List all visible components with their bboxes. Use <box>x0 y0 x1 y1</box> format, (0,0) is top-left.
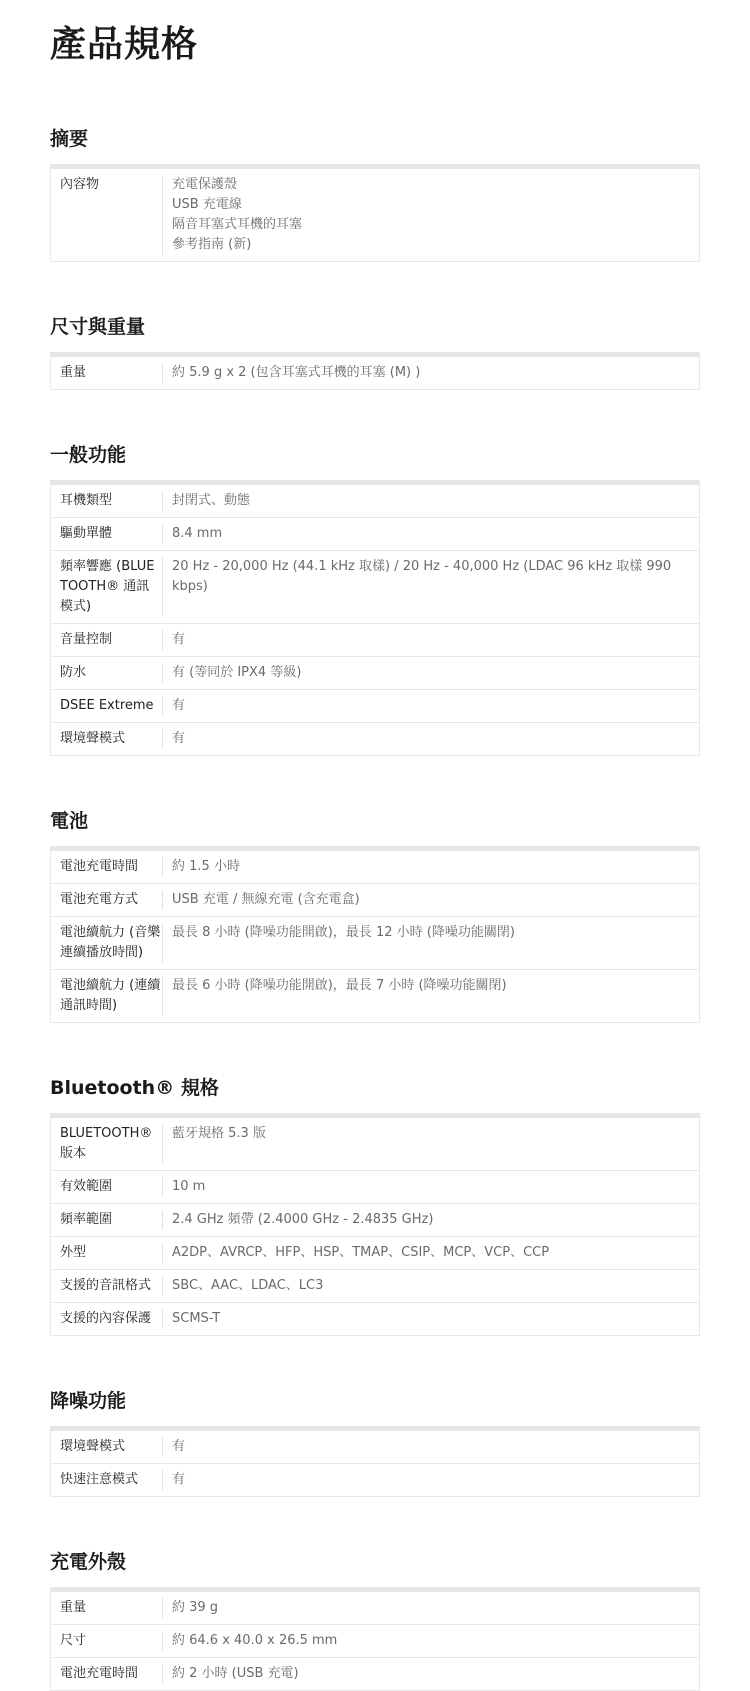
spec-value <box>163 1592 699 1624</box>
spec-value-line: 有 <box>172 698 186 713</box>
spec-row <box>50 518 700 551</box>
spec-row <box>50 884 700 917</box>
section-title: 電池 <box>50 810 89 832</box>
spec-value-line: 有 <box>172 632 186 647</box>
spec-value-line: USB 充電 / 無線充電 (含充電盒) <box>172 892 360 907</box>
spec-value-line: 約 39 g <box>172 1600 219 1615</box>
spec-row <box>50 1171 700 1204</box>
spec-value <box>163 1270 699 1302</box>
spec-row <box>50 1592 700 1625</box>
spec-row <box>50 1270 700 1303</box>
section-title: Bluetooth® 規格 <box>50 1077 219 1099</box>
spec-label: 尺寸 <box>60 1633 87 1648</box>
spec-value <box>163 551 699 623</box>
spec-value-line: 有 <box>172 1472 186 1487</box>
spec-value-line: 有 <box>172 1439 186 1454</box>
section-title: 一般功能 <box>50 444 127 466</box>
spec-value <box>163 624 699 656</box>
spec-value-line: 約 64.6 x 40.0 x 26.5 mm <box>172 1633 338 1648</box>
spec-value-line: 約 2 小時 (USB 充電) <box>172 1666 299 1681</box>
spec-label: 電池充電時間 <box>60 1666 139 1681</box>
spec-label: 支援的內容保護 <box>60 1311 152 1326</box>
spec-value <box>163 1464 699 1496</box>
spec-section <box>50 808 750 1023</box>
spec-value <box>163 169 699 261</box>
spec-label: 電池充電時間 <box>60 859 139 874</box>
spec-row <box>50 917 700 970</box>
spec-row <box>50 485 700 518</box>
spec-value-line: 最長 6 小時 (降噪功能開啟)，最長 7 小時 (降噪功能關閉) <box>172 978 507 993</box>
spec-value-line: 參考指南 (新) <box>172 237 252 252</box>
spec-value <box>163 485 699 517</box>
spec-value-line: USB 充電線 <box>172 197 242 212</box>
spec-value <box>163 657 699 689</box>
spec-label: 耳機類型 <box>60 493 113 508</box>
spec-value <box>163 1303 699 1335</box>
section-title: 尺寸與重量 <box>50 316 146 338</box>
spec-value <box>163 1204 699 1236</box>
spec-label: 快速注意模式 <box>60 1472 139 1487</box>
spec-label: DSEE Extreme <box>60 698 154 713</box>
spec-value-line: 最長 8 小時 (降噪功能開啟)，最長 12 小時 (降噪功能關閉) <box>172 925 515 940</box>
spec-section <box>50 442 750 756</box>
spec-value-line: SCMS-T <box>172 1311 221 1326</box>
spec-label: 有效範圍 <box>60 1179 113 1194</box>
spec-row <box>50 1464 700 1497</box>
spec-value <box>163 518 699 550</box>
spec-sections <box>50 126 750 1691</box>
spec-value-line: SBC、AAC、LDAC、LC3 <box>172 1278 324 1293</box>
spec-value <box>163 851 699 883</box>
spec-label: 環境聲模式 <box>60 731 126 746</box>
spec-value <box>163 884 699 916</box>
spec-table <box>50 1587 700 1691</box>
spec-value <box>163 723 699 755</box>
spec-value-line: 隔音耳塞式耳機的耳塞 <box>172 217 303 232</box>
spec-value-line: 10 m <box>172 1179 206 1194</box>
spec-label: 音量控制 <box>60 632 113 647</box>
spec-row <box>50 723 700 756</box>
spec-section <box>50 1075 750 1336</box>
spec-row <box>50 1303 700 1336</box>
spec-value <box>163 970 699 1022</box>
spec-row <box>50 551 700 624</box>
spec-value-line: 20 Hz - 20,000 Hz (44.1 kHz 取樣) / 20 Hz - 40,000 Hz (LDAC 96 kHz 取樣 990 kbps) <box>172 559 672 594</box>
spec-value-line: 有 <box>172 731 186 746</box>
section-title: 充電外殼 <box>50 1551 127 1573</box>
spec-value <box>163 1658 699 1690</box>
spec-table <box>50 1113 700 1336</box>
spec-table <box>50 352 700 390</box>
spec-value <box>163 1118 699 1170</box>
spec-label: 電池充電方式 <box>60 892 139 907</box>
spec-row <box>50 690 700 723</box>
spec-value-line: A2DP、AVRCP、HFP、HSP、TMAP、CSIP、MCP、VCP、CCP <box>172 1245 550 1260</box>
spec-label: 內容物 <box>60 177 100 192</box>
spec-label: 支援的音訊格式 <box>60 1278 152 1293</box>
spec-label: 頻率範圍 <box>60 1212 113 1227</box>
spec-row <box>50 1658 700 1691</box>
spec-table <box>50 1426 700 1497</box>
spec-value-line: 2.4 GHz 頻帶 (2.4000 GHz - 2.4835 GHz) <box>172 1212 434 1227</box>
spec-label: BLUETOOTH® 版本 <box>60 1126 153 1161</box>
spec-value <box>163 1237 699 1269</box>
spec-value-line: 8.4 mm <box>172 526 223 541</box>
spec-section <box>50 126 750 262</box>
spec-value <box>163 1625 699 1657</box>
spec-value-line: 約 1.5 小時 <box>172 859 240 874</box>
spec-row <box>50 1204 700 1237</box>
spec-value <box>163 917 699 969</box>
spec-label: 重量 <box>60 1600 87 1615</box>
spec-label: 電池續航力 (連續通訊時間) <box>60 978 161 1013</box>
spec-label: 外型 <box>60 1245 87 1260</box>
spec-label: 驅動單體 <box>60 526 113 541</box>
spec-label: 電池續航力 (音樂連續播放時間) <box>60 925 161 960</box>
spec-table <box>50 164 700 262</box>
spec-value-line: 有 (等同於 IPX4 等級) <box>172 665 302 680</box>
spec-label: 環境聲模式 <box>60 1439 126 1454</box>
spec-label: 重量 <box>60 365 87 380</box>
spec-label: 頻率響應 (BLUETOOTH® 通訊模式) <box>60 559 155 614</box>
page-title: 產品規格 <box>50 24 199 65</box>
spec-row <box>50 1431 700 1464</box>
spec-row <box>50 624 700 657</box>
spec-value-line: 封閉式、動態 <box>172 493 251 508</box>
spec-table <box>50 846 700 1023</box>
spec-section <box>50 1388 750 1497</box>
spec-row <box>50 357 700 390</box>
spec-row <box>50 1237 700 1270</box>
spec-value <box>163 690 699 722</box>
spec-row <box>50 657 700 690</box>
spec-label: 防水 <box>60 665 87 680</box>
spec-value <box>163 1431 699 1463</box>
spec-section <box>50 314 750 390</box>
spec-row <box>50 1118 700 1171</box>
spec-value-line: 約 5.9 g x 2 (包含耳塞式耳機的耳塞 (M) ) <box>172 365 421 380</box>
spec-value-line: 充電保護殼 <box>172 177 238 192</box>
section-title: 降噪功能 <box>50 1390 127 1412</box>
spec-section <box>50 1549 750 1691</box>
spec-row <box>50 851 700 884</box>
spec-value <box>163 1171 699 1203</box>
section-title: 摘要 <box>50 128 89 150</box>
spec-value <box>163 357 699 389</box>
spec-row <box>50 169 700 262</box>
spec-value-line: 藍牙規格 5.3 版 <box>172 1126 266 1141</box>
spec-row <box>50 970 700 1023</box>
spec-table <box>50 480 700 756</box>
spec-row <box>50 1625 700 1658</box>
